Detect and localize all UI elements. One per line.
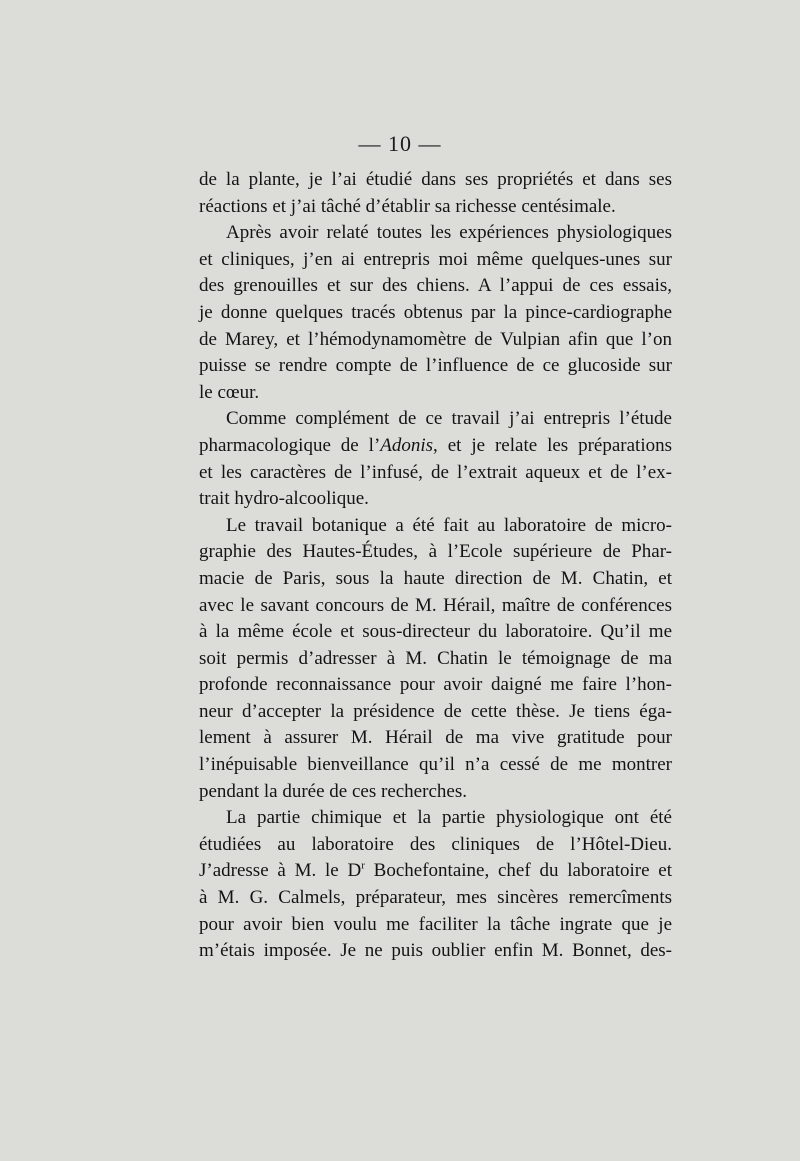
superscript: r xyxy=(361,860,365,873)
text-line: Après avoir relaté toutes les expériences physiologiques xyxy=(226,222,672,244)
text-line xyxy=(199,433,672,460)
text-line: puisse se rendre compte de l’influence de ce glucoside sur xyxy=(199,355,672,377)
text-fragment: pharmacologique de l’ xyxy=(199,434,381,456)
text-line: pour avoir bien voulu me faciliter la tâche ingrate que je xyxy=(199,913,672,935)
text-line: l’inépuisable bienveillance qu’il n’a cessé de me montrer xyxy=(199,754,672,776)
text-line: Le travail botanique a été fait au laboratoire de micro- xyxy=(226,514,672,536)
text-line: Comme complément de ce travail j’ai entrepris l’étude xyxy=(226,408,672,430)
text-line: macie de Paris, sous la haute direction de M. Chatin, et xyxy=(199,567,672,589)
page-number: — 10 — xyxy=(358,131,442,156)
text-line: trait hydro-alcoolique. xyxy=(199,488,369,510)
text-line: et les caractères de l’infusé, de l’extrait aqueux et de l’ex- xyxy=(199,461,672,483)
text-line: des grenouilles et sur des chiens. A l’appui de ces essais, xyxy=(199,275,672,297)
text-fragment: Bochefontaine, chef du laboratoire et xyxy=(364,860,672,882)
text-line: graphie des Hautes-Études, à l’Ecole supérieure de Phar- xyxy=(199,541,672,563)
text-line: pendant la durée de ces recherches. xyxy=(199,780,467,802)
text-fragment: , et je relate les préparations xyxy=(433,434,672,456)
text-line: je donne quelques tracés obtenus par la pince-cardiographe xyxy=(199,301,672,323)
text-line: m’étais imposée. Je ne puis oublier enfin M. Bonnet, des- xyxy=(199,940,672,962)
text-line: soit permis d’adresser à M. Chatin le témoignage de ma xyxy=(199,647,672,669)
text-line: de Marey, et l’hémodynamomètre de Vulpian afin que l’on xyxy=(199,328,672,350)
text-line: profonde reconnaissance pour avoir daigné me faire l’hon- xyxy=(199,674,672,696)
text-line: réactions et j’ai tâché d’établir sa richesse centésimale. xyxy=(199,195,616,217)
text-line: neur d’accepter la présidence de cette thèse. Je tiens éga- xyxy=(199,700,672,722)
text-line: à M. G. Calmels, préparateur, mes sincères remercîments xyxy=(199,887,672,909)
text-line: à la même école et sous-directeur du laboratoire. Qu’il me xyxy=(199,621,672,643)
text-line: étudiées au laboratoire des cliniques de l’Hôtel-Dieu. xyxy=(199,833,672,855)
body-text xyxy=(199,167,672,965)
italic-term: Adonis xyxy=(380,434,434,456)
text-line: La partie chimique et la partie physiologique ont été xyxy=(226,807,672,829)
text-line: et cliniques, j’en ai entrepris moi même quelques-unes sur xyxy=(199,248,672,270)
text-fragment: J’adresse à M. le D xyxy=(199,860,362,882)
text-line: lement à assurer M. Hérail de ma vive gratitude pour xyxy=(199,727,672,749)
text-line xyxy=(199,858,672,885)
text-line: de la plante, je l’ai étudié dans ses propriétés et dans ses xyxy=(199,169,672,190)
text-line: le cœur. xyxy=(199,381,260,403)
text-line: avec le savant concours de M. Hérail, maître de conférences xyxy=(199,594,672,616)
